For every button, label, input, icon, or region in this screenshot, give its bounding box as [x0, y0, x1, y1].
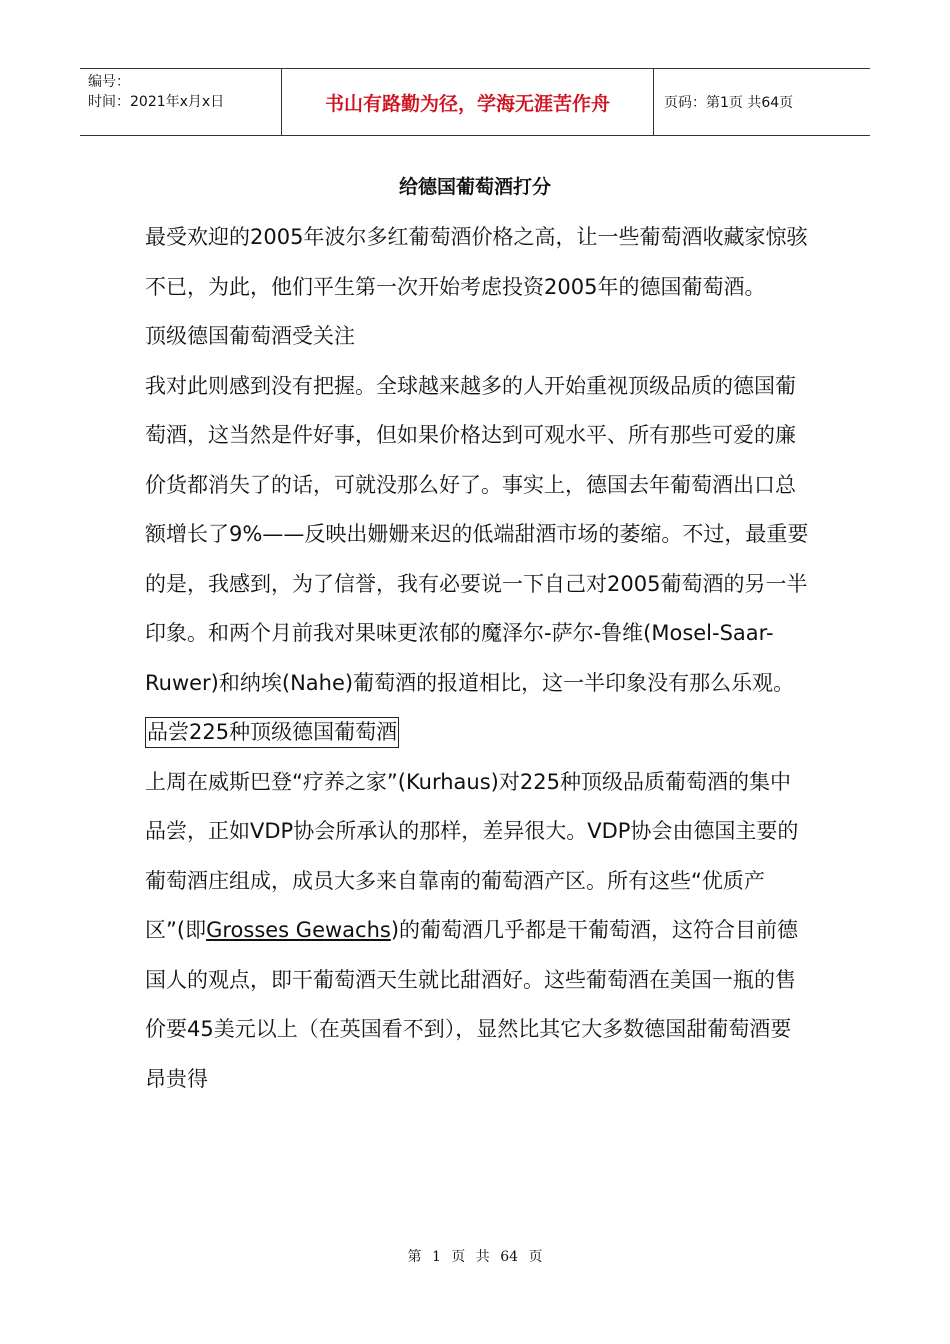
document-body: [145, 213, 810, 1104]
time-label: 时间：2021年x月x日: [88, 94, 225, 110]
page-header: [80, 68, 870, 136]
paragraph-3-text-b: )的葡萄酒几乎都是干葡萄酒，这符合目前德国人的观点，即干葡萄酒天生就比甜酒好。这些葡萄酒在美国一瓶的售价要45美元以上（在英国看不到），显然比其它大多数德国甜葡萄酒要昂贵得: [145, 918, 799, 1091]
grosses-gewachs-link[interactable]: Grosses Gewachs: [206, 918, 391, 942]
section-heading-1: 顶级德国葡萄酒受关注: [145, 324, 355, 348]
paragraph-3: [145, 758, 810, 1105]
document-title: 给德国葡萄酒打分: [398, 176, 551, 198]
number-label: 编号：: [88, 74, 130, 90]
page-info: 页码：第1页 共64页: [664, 95, 794, 111]
paragraph-3-text-a: 上周在威斯巴登“疗养之家”(Kurhaus)对225种顶级品质葡萄酒的集中品尝，正如VDP协会所承认的那样，差异很大。VDP协会由德国主要的葡萄酒庄组成，成员大多来自靠南的葡萄酒产区。所有这些“优质产区”(即: [145, 769, 799, 942]
section-heading-2: 品尝225种顶级德国葡萄酒: [145, 717, 399, 748]
page-footer: 第 1 页 共 64 页: [407, 1249, 543, 1265]
paragraph-2: 我对此则感到没有把握。全球越来越多的人开始重视顶级品质的德国葡萄酒，这当然是件好事，但如果价格达到可观水平、所有那些可爱的廉价货都消失了的话，可就没那么好了。事实上，德国去年葡萄酒出口总额增长了9%——反映出姗姗来迟的低端甜酒市场的萎缩。不过，最重要的是，我感到，为了信誉，我有必要说一下自己对2005葡萄酒的另一半印象。和两个月前我对果味更浓郁的魔泽尔-萨尔-鲁维(Mosel-Saar-Ruwer)和纳埃(Nahe)葡萄酒的报道相比，这一半印象没有那么乐观。: [145, 373, 809, 695]
motto: 书山有路勤为径，学海无涯苦作舟: [282, 69, 654, 135]
paragraph-intro: 最受欢迎的2005年波尔多红葡萄酒价格之高，让一些葡萄酒收藏家惊骇不已，为此，他们平生第一次开始考虑投资2005年的德国葡萄酒。: [145, 225, 808, 299]
header-meta: [80, 69, 282, 135]
